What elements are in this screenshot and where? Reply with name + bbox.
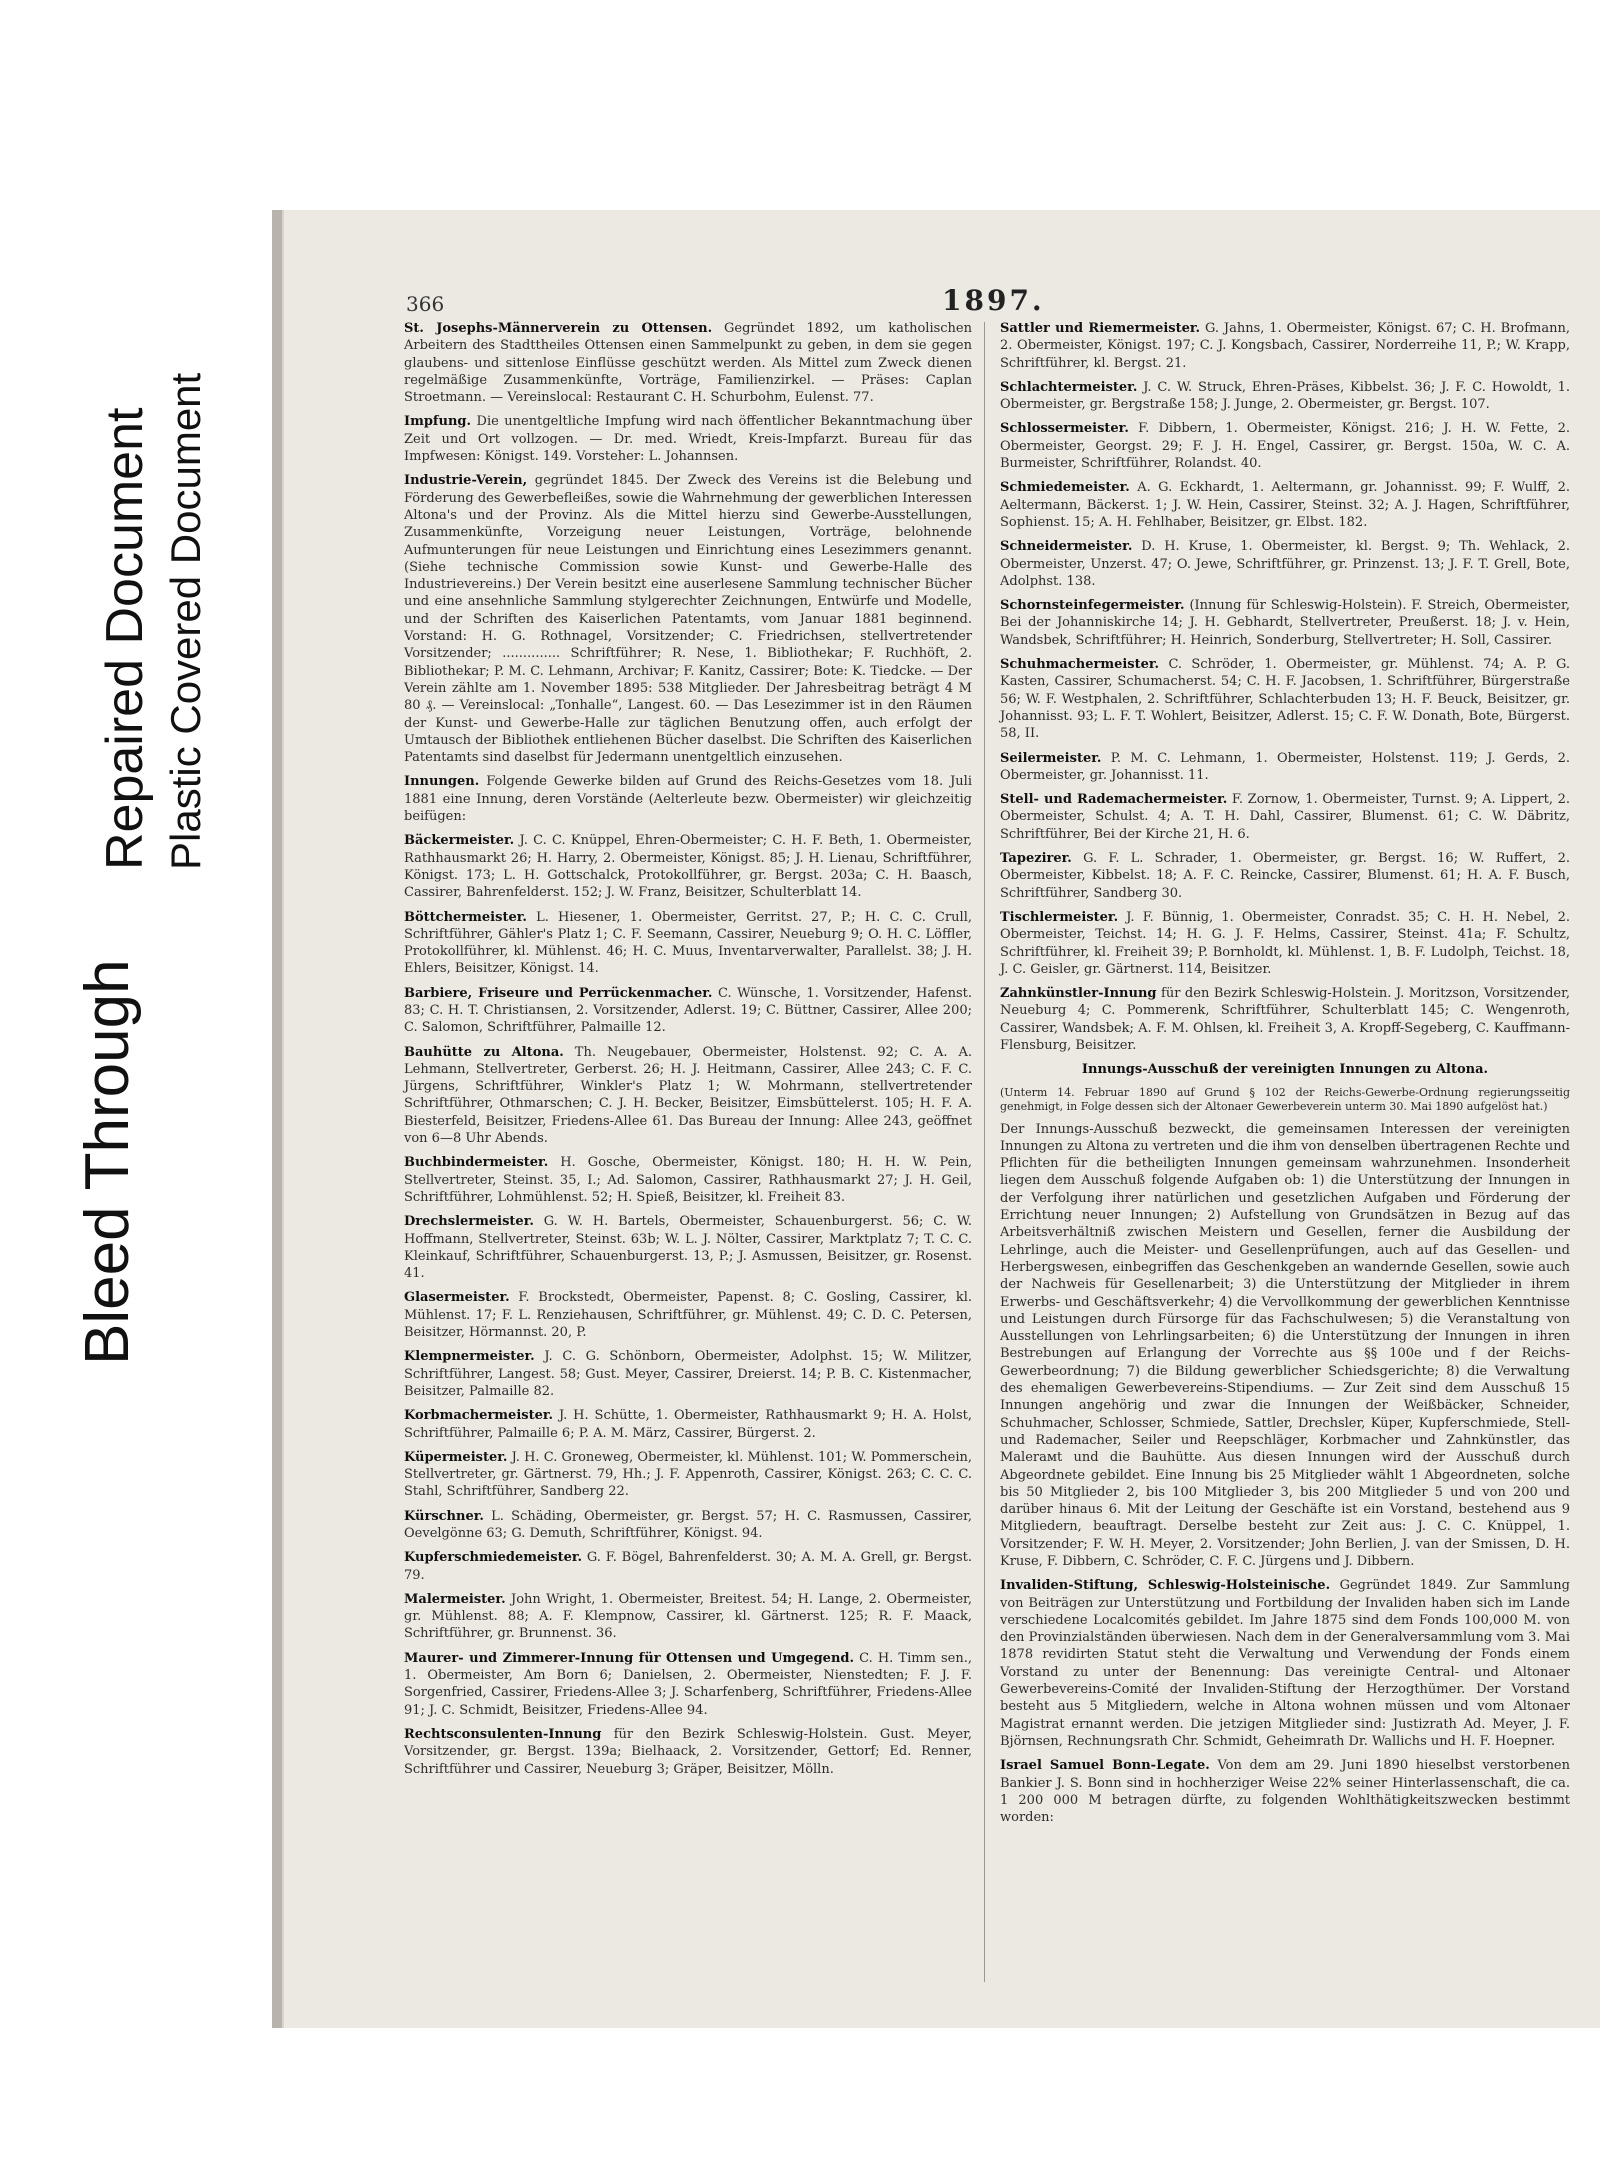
entry <box>1000 420 1570 472</box>
right-column <box>1000 320 1570 1833</box>
entry-title: Klempnermeister. <box>404 1349 535 1365</box>
entry-title: Küpermeister. <box>404 1449 508 1465</box>
entry <box>1000 750 1570 785</box>
entry <box>404 1407 972 1442</box>
entry <box>404 1154 972 1206</box>
entry-text: Folgende Gewerke bilden auf Grund des Reichs-Gesetzes vom 18. Juli 1881 eine Innung, deren Vorstände (Aelterleute bezw. Obermeister) wir gleichzeitig beifügen: <box>404 774 972 825</box>
entry <box>1000 379 1570 414</box>
entry-text: John Wright, 1. Obermeister, Breitest. 54; H. Lange, 2. Obermeister, gr. Mühlenst. 88; A. F. Klempnow, Cassirer, kl. Gärtnerst. 125; R. F. Maack, Schriftführer, gr. Brunnenst. 36. <box>404 1591 972 1642</box>
entry-title: Kürschner. <box>404 1508 484 1524</box>
entry-title: Glasermeister. <box>404 1290 510 1306</box>
entry-text: Von dem am 29. Juni 1890 hieselbst verstorbenen Bankier J. S. Bonn sind in hochherziger Weise 22% seiner Hinterlassenschaft, die ca. 1 200 000 M betragen dürfte, zu folgenden Wohlthätigkeitszwecken bestimmt worden: <box>1000 1758 1571 1826</box>
entry-text: J. C. G. Schönborn, Obermeister, Adolphst. 15; W. Militzer, Schriftführer, Langest. 58; Gust. Meyer, Cassirer, Dreierst. 14; P. B. C. Kistenmacher, Beisitzer, Palmaille 82. <box>404 1349 972 1399</box>
entry <box>404 1449 972 1501</box>
entry <box>404 413 972 465</box>
entry-text: G. F. L. Schrader, 1. Obermeister, gr. Bergst. 16; W. Ruffert, 2. Obermeister, Kibbelst. 18; A. F. C. Reincke, Cassirer, Blumenst. 61; H. A. F. Busch, Schriftführer, Sandberg 30. <box>1000 851 1571 901</box>
page-year: 1897. <box>942 284 1045 317</box>
entry <box>404 1044 972 1148</box>
label-bleed-through: Bleed Through <box>73 959 142 1365</box>
entry <box>404 1549 972 1584</box>
entry-text: für den Bezirk Schleswig-Holstein. J. Moritzson, Vorsitzender, Neueburg 4; C. Pommerenk, Schriftführer, Schulterblatt 145; C. Wengenroth, Cassirer, Wandsbek; A. F. M. Ohlsen, kl. Freiheit 3, A. Kropff-Segeberg, C. Kauffmann-Flensburg, Beisitzer. <box>1000 986 1570 1053</box>
entry-title: Böttchermeister. <box>404 909 527 925</box>
entry-title: Tapezirer. <box>1000 851 1072 867</box>
entry <box>1000 597 1570 649</box>
entry-title: Industrie-Verein, <box>404 473 528 489</box>
entry <box>1000 320 1570 372</box>
entry-title: Schuhmachermeister. <box>1000 657 1160 673</box>
entry-title: Seilermeister. <box>1000 750 1102 766</box>
entry-text: L. Hiesener, 1. Obermeister, Gerritst. 27, P.; H. C. C. Crull, Schriftführer, Gähler's Platz 1; C. F. Seemann, Cassirer, Neueburg 9; O. H. C. Löffler, Protokollführer, kl. Mühlenst. 46; H. C. Muus, Inventarverwalter, Parallelst. 38; J. H. Ehlers, Beisitzer, Königst. 14. <box>404 909 973 977</box>
entry-title: Korbmachermeister. <box>404 1408 554 1424</box>
entry-title: Zahnkünstler-Innung <box>1000 986 1157 1002</box>
column-divider <box>984 322 985 1982</box>
entry-title: St. Josephs-Männerverein zu Ottensen. <box>404 321 713 336</box>
entry <box>1000 1577 1570 1750</box>
entry-title: Schneidermeister. <box>1000 539 1133 555</box>
entry <box>404 985 972 1037</box>
entry <box>1000 850 1570 902</box>
entry-text: gegründet 1845. Der Zweck des Vereins ist die Belebung und Förderung des Gewerbefleißes, sowie die Wahrnehmung der gewerblichen Interessen Altona's und der Provinz. Als die Mittel hierzu sind Gewerbe-Ausstellungen, Zusammenkünfte, Vorzeigung neuer Leistungen, Vorträge, belohnende Aufmunterungen für neue Leistungen und Einrichtung eines Lesezimmers genannt. (Siehe technische Commission sowie Kunst- und Gewerbe-Halle des Industrievereins.) Der Verein besitzt eine auserlesene Sammlung technischer Bücher und eine ansehnliche Sammlung stylgerechter Zeichnungen, Entwürfe und Modelle, und der Schriften des Kaiserlichen Patentamts, vom Januar 1881 beginnend. Vorstand: H. G. Rothnagel, Vorsitzender; C. Friedrichsen, stellvertretender Vorsitzender; .............. Schriftführer; R. Nese, 1. Bibliothekar; F. Ruchhöft, 2. Bibliothekar; P. M. C. Lehmann, Archivar; F. Kanitz, Cassirer; Bote: K. Tiedcke. — Der Verein zählte am 1. November 1895: 538 Mitglieder. Der Jahresbeitrag beträgt 4 M 80 ₰. — Vereinslocal: „Tonhalle“, Langest. 60. — Das Lesezimmer ist in den Räumen der Kunst- und Gewerbe-Halle zur täglichen Benutzung offen, auch erfolgt der Umtausch der Bibliothek entliehenen Bücher daselbst. Die Schriften des Kaiserlichen Patentamts sind daselbst für Jedermann unentgeltlich einzusehen. <box>404 473 972 766</box>
entry-title: Impfung. <box>404 414 472 430</box>
entry-title: Invaliden-Stiftung, Schleswig-Holsteinische. <box>1000 1578 1331 1594</box>
entry-title: Israel Samuel Bonn-Legate. <box>1000 1758 1210 1774</box>
entry-title: Schlossermeister. <box>1000 421 1129 437</box>
entry-title: Schornsteinfegermeister. <box>1000 598 1185 614</box>
entry-title: Maurer- und Zimmerer-Innung für Ottensen und Umgegend. <box>404 1650 855 1666</box>
label-plastic-covered-document: Plastic Covered Document <box>162 372 209 870</box>
entry-text: C. Schröder, 1. Obermeister, gr. Mühlenst. 74; A. P. G. Kasten, Cassirer, Schumacherst. 54; C. H. F. Jacobsen, 1. Schriftführer, Bürgerstraße 56; W. F. Westphalen, 2. Schriftführer, Schlachterbuden 13; H. F. Beuck, Beisitzer, gr. Johannisst. 93; L. F. T. Wohlert, Beisitzer, Adlerst. 15; C. F. W. Donath, Bote, Bürgerst. 58, II. <box>1000 657 1570 742</box>
entry <box>1000 1757 1570 1826</box>
entry-title: Rechtsconsulenten-Innung <box>404 1726 602 1742</box>
entry-text: G. W. H. Bartels, Obermeister, Schauenburgerst. 56; C. W. Hoffmann, Stellvertreter, Steinst. 63b; W. L. J. Nölter, Cassirer, Marktplatz 7; T. C. C. Kleinkauf, Schriftführer, Schauenburgerst. 13, P.; J. Asmussen, Beisitzer, gr. Rosenst. 41. <box>404 1214 972 1282</box>
entry-title: Drechslermeister. <box>404 1214 534 1230</box>
entry <box>1000 479 1570 531</box>
entry-text: H. Gosche, Obermeister, Königst. 180; H. H. W. Pein, Stellvertreter, Steinst. 35, I.; Ad. Salomon, Cassirer, Rathhausmarkt 27; J. H. Geil, Schriftführer, Lohmühlenst. 52; H. Spieß, Beisitzer, kl. Freiheit 83. <box>404 1155 972 1205</box>
left-column <box>404 320 972 1785</box>
page-number: 366 <box>406 292 445 316</box>
entry <box>404 1348 972 1400</box>
entry-title: Innungen. <box>404 774 480 790</box>
entry-text: (Unterm 14. Februar 1890 auf Grund § 102 der Reichs-Gewerbe-Ordnung regierungsseitig genehmigt, in Folge dessen sich der Altonaer Gewerbeverein unterm 30. Mai 1890 aufgelöst hat.) <box>1000 1085 1570 1113</box>
entry-title: Innungs-Ausschuß der vereinigten Innungen zu Altona. <box>1081 1062 1489 1078</box>
entry <box>404 1289 972 1341</box>
entry-title: Barbiere, Friseure und Perrückenmacher. <box>404 985 713 1001</box>
entry-text: J. H. C. Groneweg, Obermeister, kl. Mühlenst. 101; W. Pommerschein, Stellvertreter, gr. Gärtnerst. 79, Hh.; J. F. Appenroth, Cassirer, Königst. 263; C. C. C. Stahl, Schriftführer, Sandberg 22. <box>404 1449 972 1500</box>
entry-text: (Innung für Schleswig-Holstein). F. Streich, Obermeister, Bei der Johanniskirche 14; J. H. Gebhardt, Stellvertreter, Preußerst. 18; J. v. Hein, Wandsbek, Schriftführer; H. Heinrich, Sonderburg, Stellvertreter; H. Soll, Cassirer. <box>1000 598 1570 648</box>
entry <box>404 1508 972 1543</box>
entry-title: Tischlermeister. <box>1000 909 1119 925</box>
entry-text: P. M. C. Lehmann, 1. Obermeister, Holstenst. 119; J. Gerds, 2. Obermeister, gr. Johannisst. 11. <box>1000 750 1570 783</box>
entry-text: C. Wünsche, 1. Vorsitzender, Hafenst. 83; C. H. T. Christiansen, 2. Vorsitzender, Adlerst. 19; C. Büttner, Cassirer, Allee 200; C. Salomon, Schriftführer, Palmaille 12. <box>404 985 973 1036</box>
entry <box>1000 538 1570 590</box>
entry-text: D. H. Kruse, 1. Obermeister, kl. Bergst. 9; Th. Wehlack, 2. Obermeister, Unzerst. 47; O. Jewe, Schriftführer, gr. Prinzenst. 13; J. F. T. Grell, Bote, Adolphst. 138. <box>1000 539 1570 589</box>
entry <box>404 320 972 406</box>
entry-text: J. H. Schütte, 1. Obermeister, Rathhausmarkt 9; H. A. Holst, Schriftführer, Palmaille 6; P. A. M. März, Cassirer, Bürgerst. 2. <box>404 1408 972 1441</box>
entry <box>404 773 972 825</box>
document-page <box>272 210 1600 2028</box>
entry <box>404 1591 972 1643</box>
entry-text: J. F. Bünnig, 1. Obermeister, Conradst. 35; C. H. H. Nebel, 2. Obermeister, Teichst. 14; H. G. J. F. Helms, Cassirer, Steinst. 41a; F. Schultz, Schriftführer, kl. Freiheit 39; P. Bornholdt, kl. Mühlenst. 1, B. F. Ludolph, Teichst. 18, J. C. Geisler, gr. Gärtnerst. 114, Beisitzer. <box>1000 909 1570 977</box>
entry <box>1000 791 1570 843</box>
entry <box>404 1650 972 1719</box>
entry <box>404 1726 972 1778</box>
entry-title: Buchbindermeister. <box>404 1155 549 1171</box>
entry-text: Der Innungs-Ausschuß bezweckt, die gemeinsamen Interessen der vereinigten Innungen zu Altona zu vertreten und die ihm von denselben übertragenen Rechte und Pflichten für die betheiligten Innungen gemeinsam wahrzunehmen. Insonderheit liegen dem Ausschuß folgende Aufgaben ob: 1) die Unterstützung der Innungen in der Verfolgung ihrer natürlichen und gesetzlichen Aufgaben und Förderung der Errichtung neuer Innungen; 2) Aufstellung von Grundsätzen in Bezug auf das Arbeitsverhältniß zwischen Meistern und Gesellen, ferner die Ausbildung der Lehrlinge, auch die Meister- und Gesellenprüfungen, auch auf das Gesellen- und Herbergswesen, einbegriffen das Geschenkgeben an wandernde Gesellen, sowie auch der Nachweis für Gesellenarbeit; 3) die Unterstützung der Mitglieder in ihrem Erwerbs- und Geschäftsverkehr; 4) die Vervollkommung der gewerblichen Kenntnisse und Leistungen durch Fürsorge für das Fachschulwesen; 5) die Veranstaltung von Ausstellungen von Lehrlingsarbeiten; 6) die Unterstützung der Innungen in ihren Bestrebungen auf Erlangung der Vorrechte aus §§ 100e und f der Reichs-Gewerbeordnung; 7) die Bildung gewerblicher Schiedsgerichte; 8) die Verwaltung des ehemaligen Gewerbevereins-Stipendiums. — Zur Zeit sind dem Ausschuß 15 Innungen angehörig und zwar die Innungen der Weißbäcker, Schneider, Schuhmacher, Schlosser, Schmiede, Sattler, Drechsler, Küper, Kupferschmiede, Stell- und Rademacher, Seiler und Reepschläger, Korbmacher und Zahnkünstler, das Malerамt und die Bauhütte. Aus diesen Innungen wird der Ausschuß durch Abgeordnete gebildet. Eine Innung bis 25 Mitglieder wählt 1 Abgeordneten, solche bis 50 Mitglieder 2, bis 100 Mitglieder 3, bis 200 Mitglieder 5 und von 200 und darüber hinaus 6. Mit der Leitung der Geschäfte ist ein Vorstand, bestehend aus 9 Mitgliedern, beauftragt. Derselbe besteht zur Zeit aus: J. C. C. Knüppel, 1. Vorsitzender; F. W. H. Meyer, 2. Vorsitzender; John Berlien, J. van der Smissen, D. H. Kruse, F. Dibbern, C. Schröder, C. F. C. Jürgens und J. Dibbern. <box>1000 1121 1570 1569</box>
entry-title: Bauhütte zu Altona. <box>404 1044 564 1060</box>
entry <box>404 1213 972 1282</box>
entry-text: J. C. W. Struck, Ehren-Präses, Kibbelst. 36; J. F. C. Howoldt, 1. Obermeister, gr. Bergstraße 158; J. Junge, 2. Obermeister, gr. Bergst. 107. <box>1000 379 1570 413</box>
entry <box>404 472 972 766</box>
entry-text: L. Schäding, Obermeister, gr. Bergst. 57; H. C. Rasmussen, Cassirer, Oevelgönne 63; G. Demuth, Schriftführer, Königst. 94. <box>404 1508 972 1541</box>
entry-title: Malermeister. <box>404 1591 506 1607</box>
entry-text: G. F. Bögel, Bahrenfelderst. 30; A. M. A. Grell, gr. Bergst. 79. <box>404 1550 972 1583</box>
entry-title: Kupferschmiedemeister. <box>404 1550 583 1566</box>
entry-text: F. Dibbern, 1. Obermeister, Königst. 216; J. H. W. Fette, 2. Obermeister, Georgst. 29; F. J. H. Engel, Cassirer, gr. Bergst. 150a, W. C. A. Burmeister, Schriftführer, Rolandst. 40. <box>1000 421 1571 472</box>
entry-text: G. Jahns, 1. Obermeister, Königst. 67; C. H. Brofmann, 2. Obermeister, Königst. 197; C. J. Kongsbach, Cassirer, Norderreihe 11, P.; W. Krapp, Schriftführer, kl. Bergst. 21. <box>1000 321 1570 371</box>
entry-title: Stell- und Rademachermeister. <box>1000 792 1228 808</box>
entry-text: F. Brockstedt, Obermeister, Papenst. 8; C. Gosling, Cassirer, kl. Mühlenst. 17; F. L. Renziehausen, Schriftführer, gr. Mühlenst. 49; C. D. C. Petersen, Beisitzer, Hörmannst. 20, P. <box>404 1290 972 1341</box>
entry-title: Schlachtermeister. <box>1000 379 1138 395</box>
entry-text: A. G. Eckhardt, 1. Aeltermann, gr. Johannisst. 99; F. Wulff, 2. Aeltermann, Bäckerst. 1; J. W. Hein, Cassirer, Steinst. 32; A. J. Hagen, Schriftführer, Sophienst. 15; A. H. Fehlhaber, Beisitzer, gr. Elbst. 182. <box>1000 480 1570 530</box>
entry-text: für den Bezirk Schleswig-Holstein. Gust. Meyer, Vorsitzender, gr. Bergst. 139a; Bielhaack, 2. Vorsitzender, Gettorf; Ed. Renner, Schriftführer und Cassirer, Neueburg 3; Gräper, Beisitzer, Mölln. <box>404 1726 972 1777</box>
entry <box>1000 985 1570 1054</box>
entry-text: Gegründet 1892, um katholischen Arbeitern des Stadttheiles Ottensen einen Sammelpunkt zu geben, in dem sie gegen glaubens- und sittenlose Einflüsse geschützt werden. Als Mittel zum Zweck dienen regelmäßige Zusammenkünfte, Vorträge, Familienzirkel. — Präses: Caplan Stroetmann. — Vereinslocal: Restaurant C. H. Schurbohm, Eulenst. 77. <box>404 321 972 406</box>
entry-text: Die unentgeltliche Impfung wird nach öffentlicher Bekanntmachung über Zeit und Ort vollzogen. — Dr. med. Wriedt, Kreis-Impfarzt. Bureau für das Impfwesen: Königst. 149. Vorsteher: L. Johannsen. <box>404 414 972 465</box>
entry-text: Gegründet 1849. Zur Sammlung von Beiträgen zur Unterstützung und Fortbildung der Invaliden haben sich im Lande verschiedene Localcomités gebildet. Im Jahre 1875 sind dem Fonds 100,000 M. von den Provinzialständen überwiesen. Nach dem in der Generalversammlung vom 3. Mai 1878 revidirten Statut steht die Verwaltung und Verwendung der Fonds einem Vorstand zu unter der Benennung: Das vereinigte Central- und Altonaer Gewerbevereins-Comité der Invaliden-Stiftung der Herzogthümer. Der Vorstand besteht aus 5 Mitgliedern, welche in Altona wohnen müssen und vom Altonaer Magistrat ernannt werden. Die jetzigen Mitglieder sind: Justizrath Ad. Meyer, J. F. Björnsen, Rechnungsrath Chr. Schmidt, Geheimrath Dr. Wallichs und H. F. Hoepner. <box>1000 1578 1570 1749</box>
entry <box>1000 1121 1570 1571</box>
entry-text: F. Zornow, 1. Obermeister, Turnst. 9; A. Lippert, 2. Obermeister, Schulst. 4; A. T. H. Dahl, Cassirer, Blumenst. 61; C. W. Däbritz, Schriftführer, Bei der Kirche 21, H. 6. <box>1000 792 1570 842</box>
entry-title: Bäckermeister. <box>404 833 515 849</box>
label-repaired-document: Repaired Document <box>96 407 154 870</box>
entry-title: Schmiedemeister. <box>1000 480 1130 496</box>
entry <box>404 909 972 978</box>
entry-text: C. H. Timm sen., 1. Obermeister, Am Born 6; Danielsen, 2. Obermeister, Nienstedten; F. J. F. Sorgenfried, Cassirer, Friedens-Allee 3; J. Scharfenberg, Schriftführer, Friedens-Allee 91; J. C. Schmidt, Beisitzer, Friedens-Allee 94. <box>404 1650 972 1718</box>
entry <box>1000 1086 1570 1114</box>
entry-text: Th. Neugebauer, Obermeister, Holstenst. 92; C. A. A. Lehmann, Stellvertreter, Gerberst. 26; H. J. Heitmann, Cassirer, Allee 243; C. F. C. Jürgens, Schriftführer, Winkler's Platz 1; W. Mohrmann, stellvertretender Schriftführer, Othmarschen; C. J. H. Becker, Beisitzer, Eimsbüttelerst. 105; H. F. A. Biesterfeld, Beisitzer, Friedens-Allee 61. Das Bureau der Innung: Allee 243, geöffnet von 6—8 Uhr Abends. <box>404 1044 972 1147</box>
entry <box>404 832 972 901</box>
entry-title: Sattler und Riemermeister. <box>1000 321 1201 336</box>
entry-text: J. C. C. Knüppel, Ehren-Obermeister; C. H. F. Beth, 1. Obermeister, Rathhausmarkt 26; H. Harry, 2. Obermeister, Königst. 85; J. H. Lienau, Schriftführer, Königst. 173; L. H. Gottschalck, Protokollführer, gr. Bergst. 203a; C. H. Baasch, Cassirer, Bahrenfelderst. 152; J. W. Franz, Beisitzer, Schulterblatt 14. <box>404 833 972 901</box>
entry <box>1000 909 1570 978</box>
entry <box>1000 656 1570 742</box>
entry <box>1000 1061 1570 1078</box>
